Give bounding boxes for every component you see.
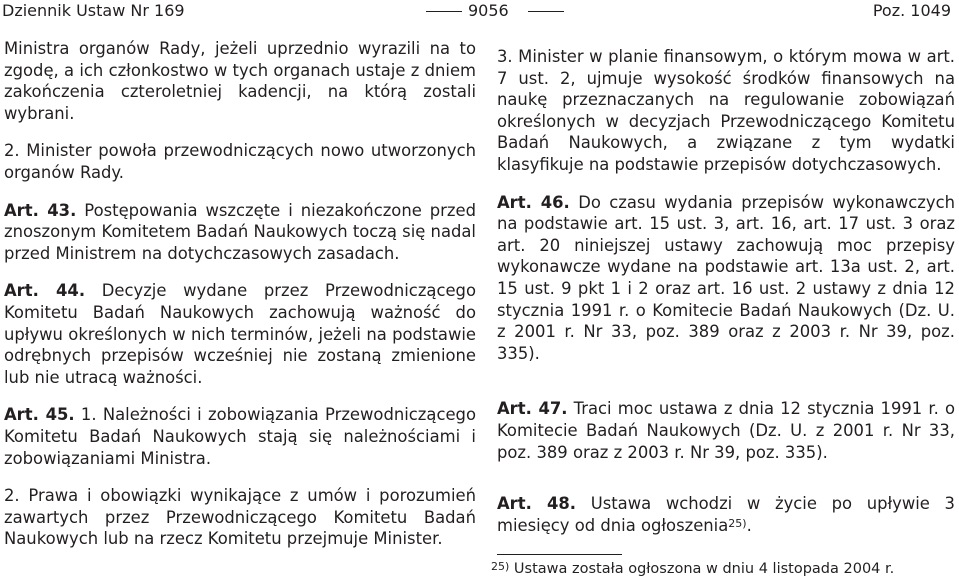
header-rule-right (528, 11, 564, 12)
article-number: Art. 47. (497, 399, 568, 419)
header-rule-left (426, 11, 462, 12)
article-45: Art. 45. 1. Należności i zobowiązania Przewodniczącego Komitetu Badań Naukowych stają się należnościami i zobowiązaniami Ministra. (4, 405, 476, 468)
paragraph: 2. Prawa i obowiązki wynikające z umów i porozumień zawartych przez Przewodniczącego Komitetu Badań Naukowych lub na rzecz Komitetu przejmuje Minister. (4, 486, 476, 549)
paragraph: 2. Minister powoła przewodniczących nowo utworzonych organów Rady. (4, 141, 476, 182)
article-number: Art. 46. (497, 192, 570, 212)
article-47: Art. 47. Traci moc ustawa z dnia 12 stycznia 1991 r. o Komitecie Badań Naukowych (Dz. U. z 2001 r. Nr 33, poz. 389 oraz z 2003 r. Nr 39, poz. 335). (497, 399, 955, 462)
page-header (0, 0, 959, 22)
article-number: Art. 43. (4, 200, 77, 220)
left-column (4, 38, 476, 566)
footnote-text: Ustawa została ogłoszona w dniu 4 listopada 2004 r. (513, 561, 895, 577)
footnote-marker: 25) (491, 560, 510, 573)
paragraph: 3. Minister w planie finansowym, o którym mowa w art. 7 ust. 2, ujmuje wysokość środków finansowych na naukę przeznaczanych na regulowanie zobowiązań określonych w decyzjach Przewodniczącego Komitetu Badań Naukowych, a związane z tym wydatki klasyfikuje na podstawie przepisów dotychczasowych. (497, 47, 955, 174)
paragraph: Ministra organów Rady, jeżeli uprzednio wyrazili na to zgodę, a ich członkostwo w tych organach ustaje z dniem zakończenia czteroletniej kadencji, na którą zostali wybrani. (4, 39, 476, 123)
article-number: Art. 45. (4, 405, 75, 425)
article-number: Art. 44. (4, 281, 86, 301)
position-number: Poz. 1049 (872, 1, 951, 20)
journal-title: Dziennik Ustaw Nr 169 (2, 1, 185, 20)
article-48: Art. 48. Ustawa wchodzi w życie po upływie 3 miesięcy od dnia ogłoszenia$^{25)}$. (497, 494, 955, 535)
article-number: Art. 48. (497, 494, 577, 514)
footnote (491, 560, 894, 578)
footnote-separator (497, 554, 622, 555)
page-number: 9056 (468, 1, 509, 20)
article-44: Art. 44. Decyzje wydane przez Przewodniczącego Komitetu Badań Naukowych zachowują ważność do upływu określonych w nich terminów, jeżeli na podstawie odrębnych przepisów wcześniej nie zostaną zmienione lub nie utracą ważności. (4, 281, 476, 387)
footnote-ref: 25) (728, 516, 747, 530)
article-46: Art. 46. Do czasu wydania przepisów wykonawczych na podstawie art. 15 ust. 3, art. 16, art. 17 ust. 3 oraz art. 20 niniejszej ustawy zachowują moc przepisy wykonawcze wydane na podstawie art. 13a ust. 2, art. 15 ust. 9 pkt 1 i 2 oraz art. 16 ust. 2 ustawy z dnia 12 stycznia 1991 r. o Komitecie Badań Naukowych (Dz. U. z 2001 r. Nr 33, poz. 389 oraz z 2003 r. Nr 39, poz. 335). (497, 192, 955, 363)
article-43: Art. 43. Postępowania wszczęte i niezakończone przed znoszonym Komitetem Badań Naukowych toczą się nadal przed Ministrem na dotychczasowych zasadach. (4, 200, 476, 263)
right-column (497, 46, 955, 552)
